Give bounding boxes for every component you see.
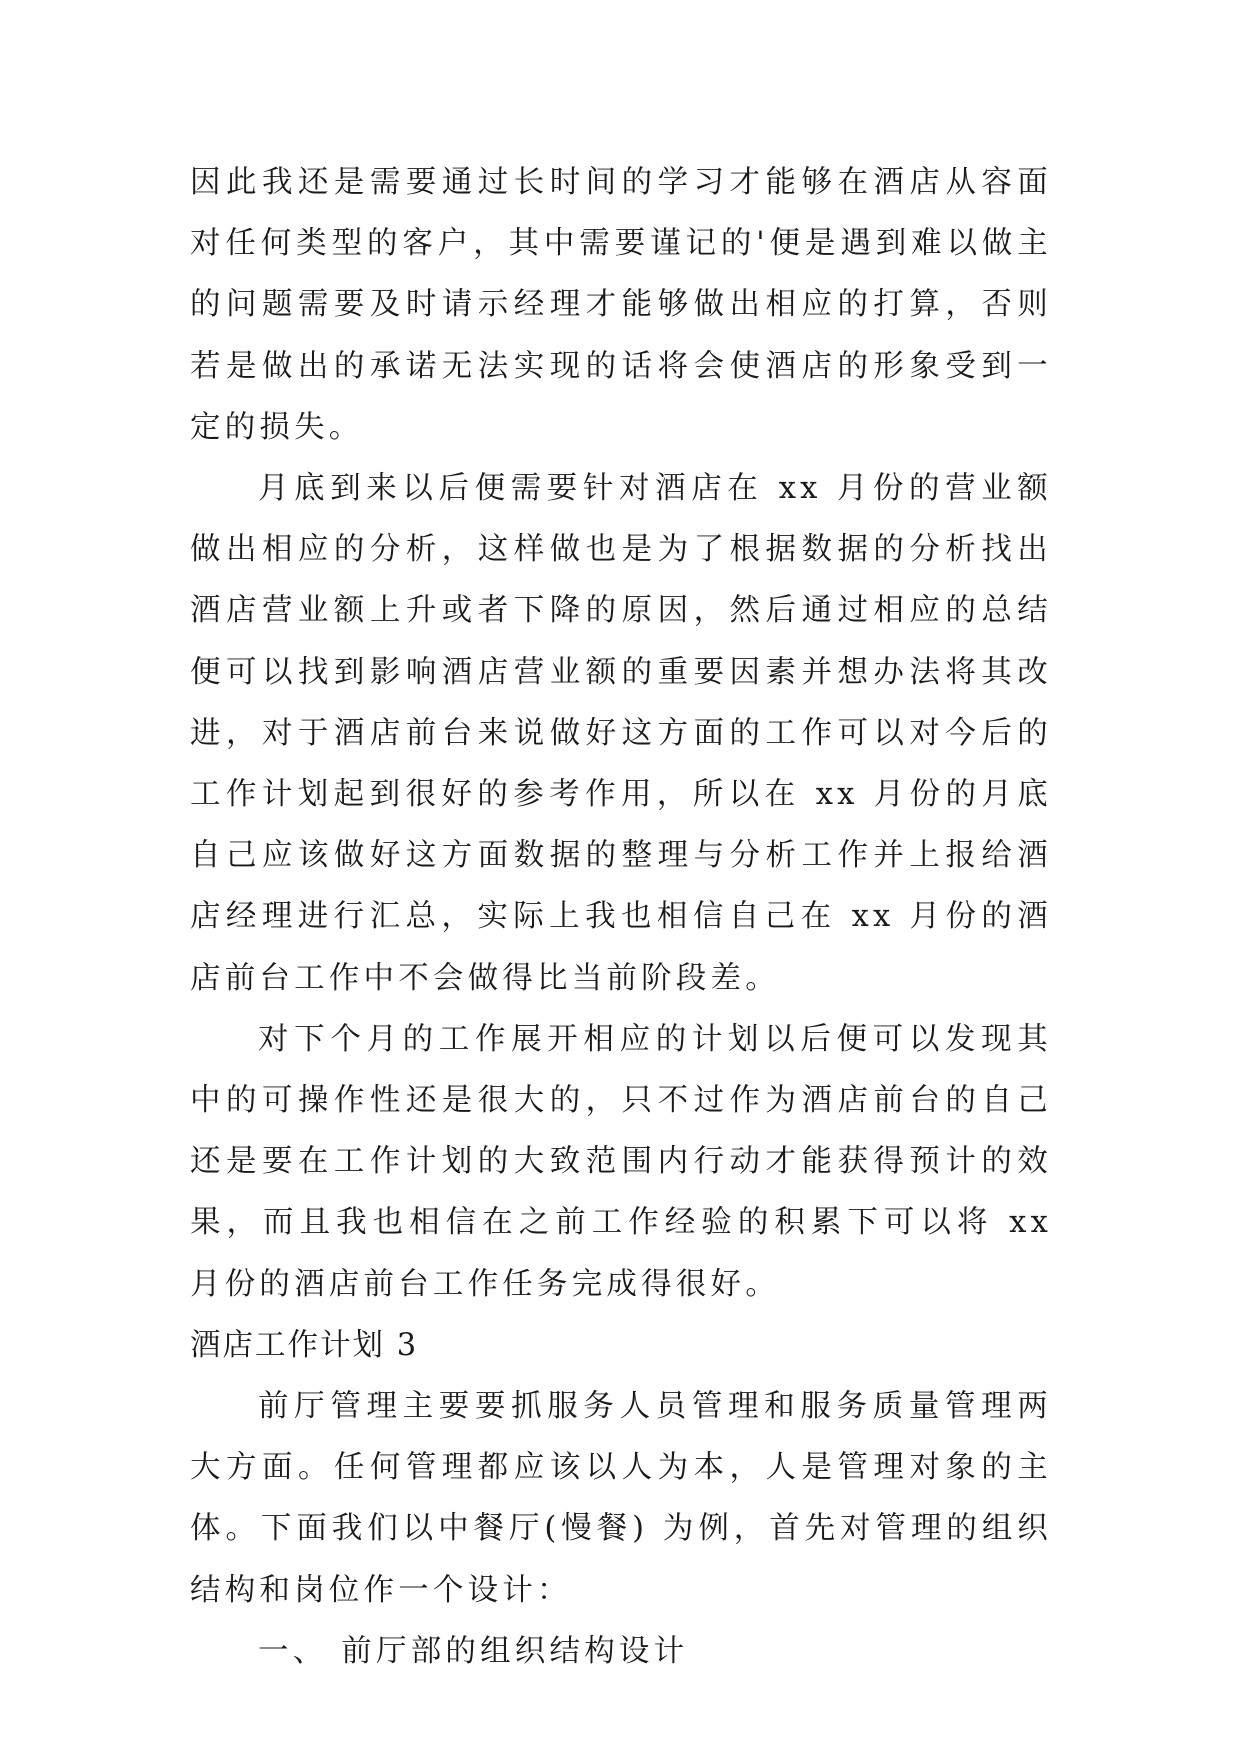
paragraph-monthly-analysis: 月底到来以后便需要针对酒店在 xx 月份的营业额做出相应的分析，这样做也是为了根据数据的分析找出酒店营业额上升或者下降的原因，然后通过相应的总结便可以找到影响酒店营业额的重要因素并想办法将其改进，对于酒店前台来说做好这方面的工作可以对今后的工作计划起到很好的参考作用，所以在 xx 月份的月底自己应该做好这方面数据的整理与分析工作并上报给酒店经理进行汇总，实际上我也相信自己在 xx 月份的酒店前台工作中不会做得比当前阶段差。 <box>190 471 1052 996</box>
paragraph-next-month-plan: 对下个月的工作展开相应的计划以后便可以发现其中的可操作性还是很大的，只不过作为酒店前台的自己还是要在工作计划的大致范围内行动才能获得预计的效果，而且我也相信在之前工作经验的积累下可以将 xx 月份的酒店前台工作任务完成得很好。 <box>190 1021 1066 1302</box>
paragraph-front-hall-management: 前厅管理主要要抓服务人员管理和服务质量管理两大方面。任何管理都应该以人为本，人是管理对象的主体。下面我们以中餐厅(慢餐) 为例，首先对管理的组织结构和岗位作一个设计： <box>190 1389 1052 1608</box>
document-body <box>190 152 1066 1682</box>
paragraph-continuation: 因此我还是需要通过长时间的学习才能够在酒店从容面对任何类型的客户，其中需要谨记的'便是遇到难以做主的问题需要及时请示经理才能够做出相应的打算，否则若是做出的承诺无法实现的话将会使酒店的形象受到一定的损失。 <box>190 165 1052 445</box>
section-heading: 酒店工作计划 3 <box>190 1327 419 1363</box>
list-item-org-structure: 一、 前厅部的组织结构设计 <box>258 1633 689 1669</box>
